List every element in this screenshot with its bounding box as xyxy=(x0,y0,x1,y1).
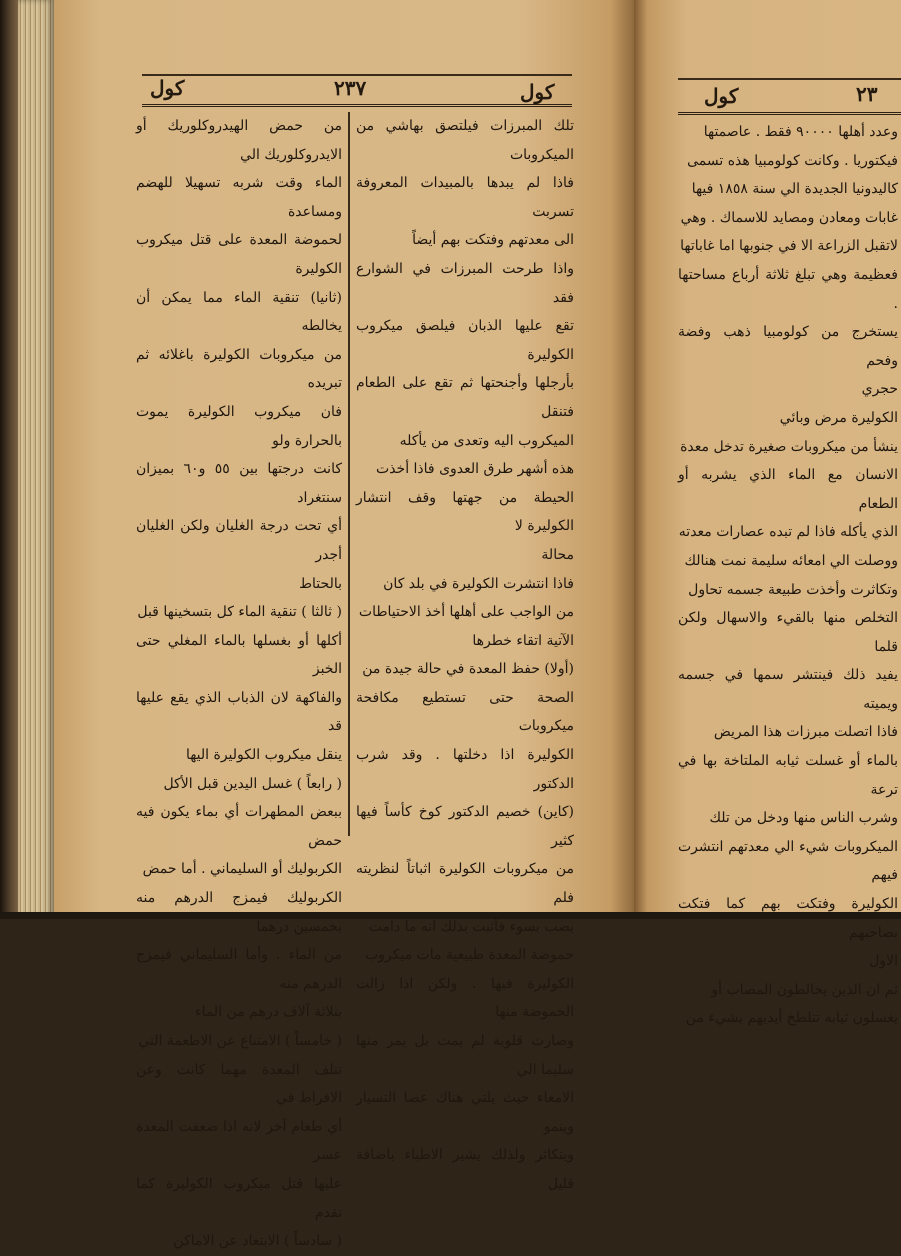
text-line: ( سادساً ) الابتعاد عن الاماكن xyxy=(173,1233,342,1250)
text-line: ينقل ميكروب الكوليرة اليها xyxy=(185,747,342,764)
text-line: الكربوليك أو السليماني . أما حمض xyxy=(142,861,342,878)
bottom-edge xyxy=(0,912,901,919)
text-line: فعظيمة وهي تبلغ ثلاثة أرباع مساحتها . xyxy=(678,266,898,312)
text-line: فان ميكروب الكوليرة يموت بالحرارة ولو xyxy=(136,403,342,449)
right-header-title: كول xyxy=(704,84,739,108)
right-header-top-rule xyxy=(678,78,901,80)
left-header-title: كول xyxy=(150,76,185,100)
text-line: بثلاثة آلاف درهم من الماء xyxy=(194,1004,342,1021)
header-bottom-rule xyxy=(142,104,572,110)
page-edges xyxy=(18,0,54,919)
text-line: الى معدتهم وفتكت بهم أيضاً xyxy=(412,232,574,249)
text-line: من حمض الهيدروكلوريك أو الايدروكلوريك الي xyxy=(136,118,342,163)
text-line: والفاكهة لان الذباب الذي يقع عليها قد xyxy=(136,689,342,735)
right-page-column xyxy=(678,118,898,1027)
left-page xyxy=(54,0,634,1250)
text-line: لحموضة المعدة على قتل ميكروب الكوليرة xyxy=(136,232,342,277)
text-line: الاول xyxy=(869,953,898,970)
text-line: لاتقبل الزراعة الا في جنوبها اما غاباتها xyxy=(680,238,898,255)
text-line: تلك المبرزات فيلتصق بهاشي من الميكروبات xyxy=(356,118,574,163)
text-line: (ثانيا) تنقية الماء مما يمكن أن يخالطه xyxy=(136,289,342,335)
text-line: فاذا اتصلت مبرزات هذا المريض xyxy=(713,724,898,741)
text-line: الكوليرة مرض وبائي xyxy=(779,409,898,426)
text-line: تقع عليها الذبان فيلصق ميكروب الكوليرة xyxy=(356,318,574,363)
text-line: الميكروبات شيء الي معدتهم انتشرت فيهم xyxy=(678,838,898,884)
left-page-number: ٢٣٧ xyxy=(334,76,367,100)
text-line: الانسان مع الماء الذي يشربه أو الطعام xyxy=(678,467,898,512)
text-line: كانت درجتها بين ٥٥ و٦٠ بميزان سنتغراد xyxy=(136,461,343,506)
text-line: كاليدونيا الجديدة الي سنة ١٨٥٨ فيها xyxy=(691,181,898,198)
left-page-right-column xyxy=(356,112,574,1192)
text-line: بالحتاط xyxy=(299,575,342,592)
text-line: الكوليرة وفتكت بهم كما فتكت بصاحبهم xyxy=(678,896,898,941)
text-line: وتكاثرت وأخذت طبيعة جسمه تحاول xyxy=(688,581,898,598)
text-line: حموضة المعدة طبيعية مات ميكروب xyxy=(364,947,574,964)
text-line: وعدد أهلها ٩٠٠٠٠ فقط . عاصمتها xyxy=(703,124,898,140)
text-line: أي تحت درجة الغليان ولكن الغليان أجدر xyxy=(136,518,342,563)
text-line: التخلص منها بالقيء والاسهال ولكن قلما xyxy=(678,610,898,655)
text-line: ويتكاثر ولذلك يشير الاطباء باضافة قليل xyxy=(356,1147,574,1192)
text-line: الكوليرة اذا دخلتها . وقد شرب الدكتور xyxy=(356,747,574,792)
text-line: يغسلون ثيابه تتلطخ أيديهم بشيء من xyxy=(685,1010,898,1027)
text-line: الصحة حتى تستطيع مكافحة ميكروبات xyxy=(356,689,574,735)
text-line: بالماء أو غسلت ثيابه الملتاخة بها في ترعة xyxy=(678,753,898,798)
text-line: الحيطة من جهتها وقف انتشار الكوليرة لا xyxy=(356,489,574,535)
book-binding xyxy=(0,0,18,919)
text-line: بأرجلها وأجنحتها ثم تقع على الطعام فتنقل xyxy=(356,375,574,420)
text-line: عليها قتل ميكروب الكوليرة كما تقدم xyxy=(136,1175,342,1221)
text-line: يفيد ذلك فينتشر سمها في جسمه ويميته xyxy=(678,667,898,712)
text-line: يصب بسوء فأثبت بذلك انه ما دامت xyxy=(368,918,574,935)
left-header-title-right: كول xyxy=(520,80,555,104)
text-line: ثم ان الذين يخالطون المصاب أو xyxy=(711,981,898,998)
text-line: فاذا انتشرت الكوليرة في بلد كان xyxy=(383,575,574,592)
right-page-number: ٢٣ xyxy=(856,82,878,106)
text-line: ببعض المطهرات أي بماء يكون فيه حمض xyxy=(136,804,342,849)
text-line: أكلها أو بغسلها بالماء المغلي حتى الخبز xyxy=(136,632,342,678)
text-line: أي طعام آخر لانه اذا ضعفت المعدة عسر xyxy=(136,1118,342,1164)
text-line: الكربوليك فيمزج الدرهم منه بخمسين درهما xyxy=(136,890,342,935)
text-line: من الواجب على أهلها أخذ الاحتياطات xyxy=(358,604,574,621)
text-line: فيكتوريا . وكانت كولومبيا هذه تسمى xyxy=(687,152,898,169)
text-line: ووصلت الي امعائه سليمة نمت هنالك xyxy=(684,552,898,569)
text-line: الماء وقت شربه تسهيلا للهضم ومساعدة xyxy=(136,175,342,220)
text-line: فاذا لم يبدها بالمبيدات المعروفة تسربت xyxy=(356,175,574,220)
text-line: تتلف المعدة مهما كانت وعن الافراط في xyxy=(136,1061,342,1107)
text-line: (كاين) خصيم الدكتور كوخ كأساً فيها كثير xyxy=(356,804,574,849)
text-line: هذه أشهر طرق العدوى فاذا أخذت xyxy=(376,461,574,478)
column-divider xyxy=(348,112,350,836)
text-line: من الماء . وأما السليماني فيمزج الدرهم منه xyxy=(136,947,342,992)
text-line: الميكروب اليه وتعدى من يأكله xyxy=(399,432,574,449)
text-line: ( رابعاً ) غسل اليدين قبل الأكل xyxy=(163,775,342,792)
text-line: من ميكروبات الكوليرة اثباتاً لنظريته فلم xyxy=(356,861,574,907)
text-line: الامعاء حيث يلتي هناك عصا التسيار وينمو xyxy=(356,1090,574,1135)
text-line: وشرب الناس منها ودخل من تلك xyxy=(709,810,898,827)
text-line: ( ثالثا ) تنقية الماء كل بتسخينها قبل xyxy=(137,604,342,621)
text-line: غابات ومعادن ومصايد للاسماك . وهي xyxy=(680,209,898,226)
text-line: واذا طرحت المبرزات في الشوارع فقد xyxy=(356,260,574,306)
text-line: الآتية اتقاء خطرها xyxy=(472,632,574,649)
text-line: محالة xyxy=(541,546,574,563)
text-line: ( خامساً ) الامتناع عن الاطعمة التي xyxy=(138,1033,342,1049)
text-line: من ميكروبات الكوليرة باغلائه ثم تبريده xyxy=(136,346,342,392)
text-line: (أولا) حفظ المعدة في حالة جيدة من xyxy=(362,661,574,678)
text-line: الذي يأكله فاذا لم تبده عصارات معدته xyxy=(678,524,898,541)
right-page xyxy=(634,0,901,1027)
text-line: ينشأ من ميكروبات صغيرة تدخل معدة xyxy=(680,438,898,455)
text-line: الكوليرة فيها . ولكن اذا زالت الحموضة منها xyxy=(356,975,574,1021)
text-line: وصارت قلوية لم يمت بل يمر منها سليما الي xyxy=(356,1033,574,1078)
text-line: يستخرج من كولومبيا ذهب وفضة وفحم xyxy=(678,324,898,369)
left-page-left-column xyxy=(136,112,343,1250)
text-line: حجري xyxy=(861,381,898,398)
